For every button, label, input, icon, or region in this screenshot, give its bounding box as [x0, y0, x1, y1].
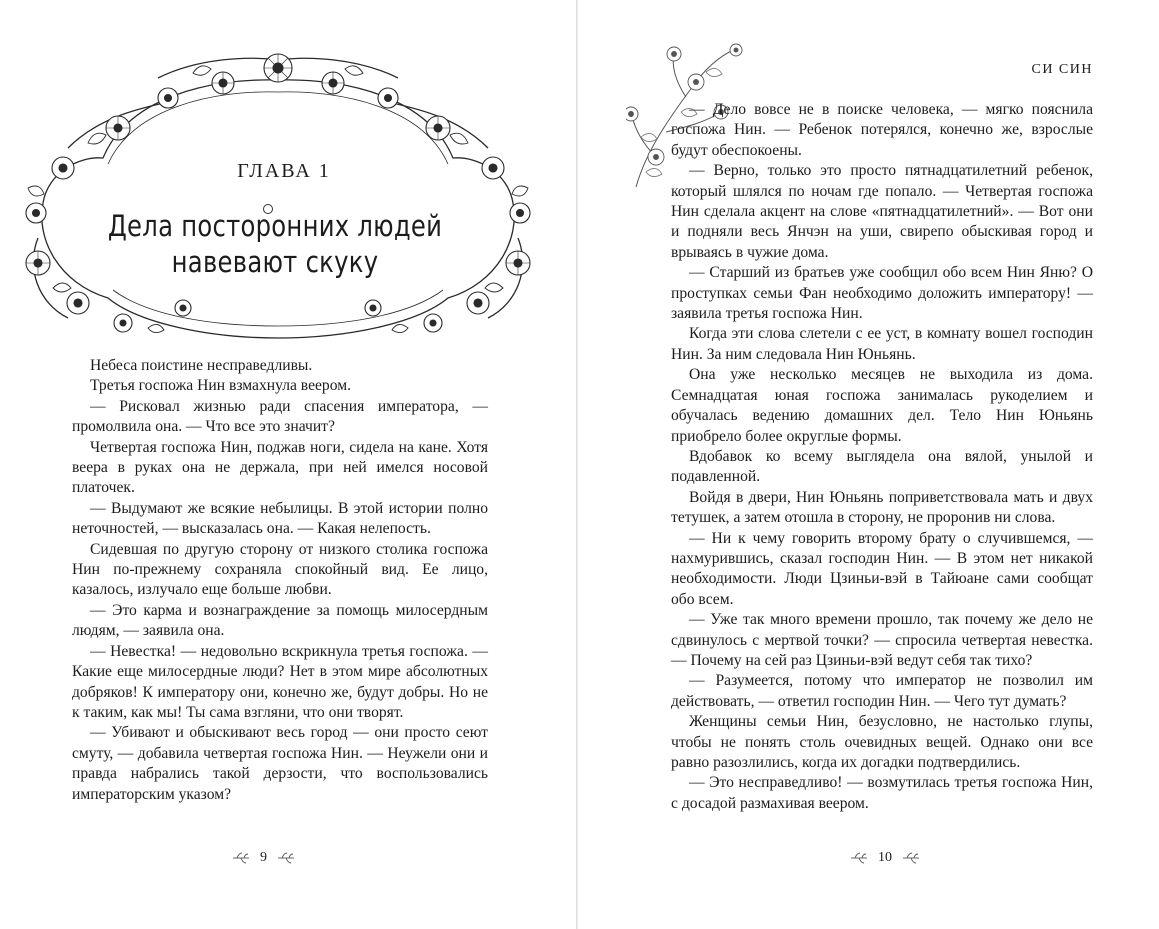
chapter-label: ГЛАВА 1 [237, 160, 331, 182]
right-page-text [671, 100, 1093, 814]
paragraph: — Дело вовсе не в поиске человека, — мягко пояснила госпожа Нин. — Ребенок потерялся, конечно же, взрослые будут обеспокоены. [671, 101, 1093, 159]
paragraph: — Невестка! — недовольно вскрикнула третья госпожа. — Какие еще милосердные люди? Нет в этом мире абсолютных добряков! К императору они, конечно же, будут добры. Но не к таким, как мы! Ты сама взгляни, что они творят. [72, 642, 488, 721]
paragraph: — Уже так много времени прошло, так почему же дело не сдвинулось с мертвой точки? — спросила четвертая невестка. — Почему на сей раз Цзиньи-вэй ведут себя так тихо? [671, 611, 1093, 669]
paragraph: Она уже несколько месяцев не выходила из дома. Семнадцатая юная госпожа занималась рукоделием и обучалась ведению домашних дел. Тело Нин Юньянь приобрело более округлые формы. [671, 366, 1093, 445]
sprig-icon [277, 851, 295, 865]
left-page-text [72, 356, 488, 805]
right-page [578, 0, 1159, 929]
paragraph: — Верно, только это просто пятнадцатилетний ребенок, который шлялся по ночам где попало. — Четвертая госпожа Нин сделала акцент на слове «пятнадцатилетний». — Вот они и подняли весь Янчэн на уши, свирепо обыскивая город и врываясь в чужие дома. [671, 162, 1093, 261]
paragraph: — Это несправедливо! — возмутилась третья госпожа Нин, с досадой размахивая веером. [671, 774, 1093, 812]
paragraph: — Рисковал жизнью ради спасения императора, — промолвила она. — Что все это значит? [72, 397, 488, 436]
page-number [232, 850, 295, 866]
sprig-icon [850, 851, 868, 865]
floral-frame-icon [8, 38, 548, 348]
paragraph: — Выдумают же всякие небылицы. В этой истории полно неточностей, — высказалась она. — Какая нелепость. [72, 499, 488, 538]
running-head: СИ СИН [1031, 62, 1093, 77]
page-number [850, 850, 920, 866]
paragraph: Сидевшая по другую сторону от низкого столика госпожа Нин по-прежнему сохраняла спокойный вид. Ее лицо, казалось, излучало еще больше любви. [72, 540, 488, 599]
page-number-value: 10 [878, 850, 892, 865]
chapter-title-line-1: Дела посторонних людей [107, 209, 443, 243]
paragraph: — Ни к чему говорить второму брату о случившемся, — нахмурившись, сказал господин Нин. — В этом нет никакой необходимости. Люди Цзиньи-вэй в Тайюане сами сообщат обо всем. [671, 529, 1093, 608]
sprig-icon [902, 851, 920, 865]
paragraph: Женщины семьи Нин, безусловно, не настолько глупы, чтобы не понять столь очевидных вещей. Однако они все равно разозлились, когда их догадки подтвердились. [671, 713, 1093, 771]
paragraph: Третья госпожа Нин взмахнула веером. [90, 377, 351, 395]
sprig-icon [232, 851, 250, 865]
paragraph: — Разумеется, потому что император не позволил им действовать, — ответил господин Нин. — Чего тут думать? [671, 672, 1093, 710]
paragraph: — Старший из братьев уже сообщил обо всем Нин Яню? О проступках семьи Фан необходимо доложить императору! — заявила третья госпожа Нин. [671, 264, 1093, 323]
paragraph: Небеса поистине несправедливы. [90, 357, 313, 374]
paragraph: Вдобавок ко всему выглядела она вялой, унылой и подавленной. [671, 447, 1093, 486]
paragraph: — Это карма и вознаграждение за помощь милосердным людям, — заявила она. [72, 601, 488, 640]
paragraph: Четвертая госпожа Нин, поджав ноги, сидела на кане. Хотя веера в руках она не держала, при ней имелся носовой платочек. [72, 438, 488, 497]
paragraph: Войдя в двери, Нин Юньянь поприветствовала мать и двух тетушек, а затем отошла в сторону, не проронив ни слова. [671, 488, 1093, 527]
chapter-title-line-2: навевают скуку [171, 245, 379, 279]
left-page [0, 0, 576, 929]
paragraph: — Убивают и обыскивают весь город — они просто сеют смуту, — добавила четвертая госпожа Нин. — Неужели они и правда набрались такой дерзости, что воспользовались императорским указом? [72, 724, 488, 803]
chapter-title [56, 208, 493, 280]
paragraph: Когда эти слова слетели с ее уст, в комнату вошел господин Нин. За ним следовала Нин Юньянь. [671, 325, 1093, 363]
page-number-value: 9 [260, 850, 267, 865]
